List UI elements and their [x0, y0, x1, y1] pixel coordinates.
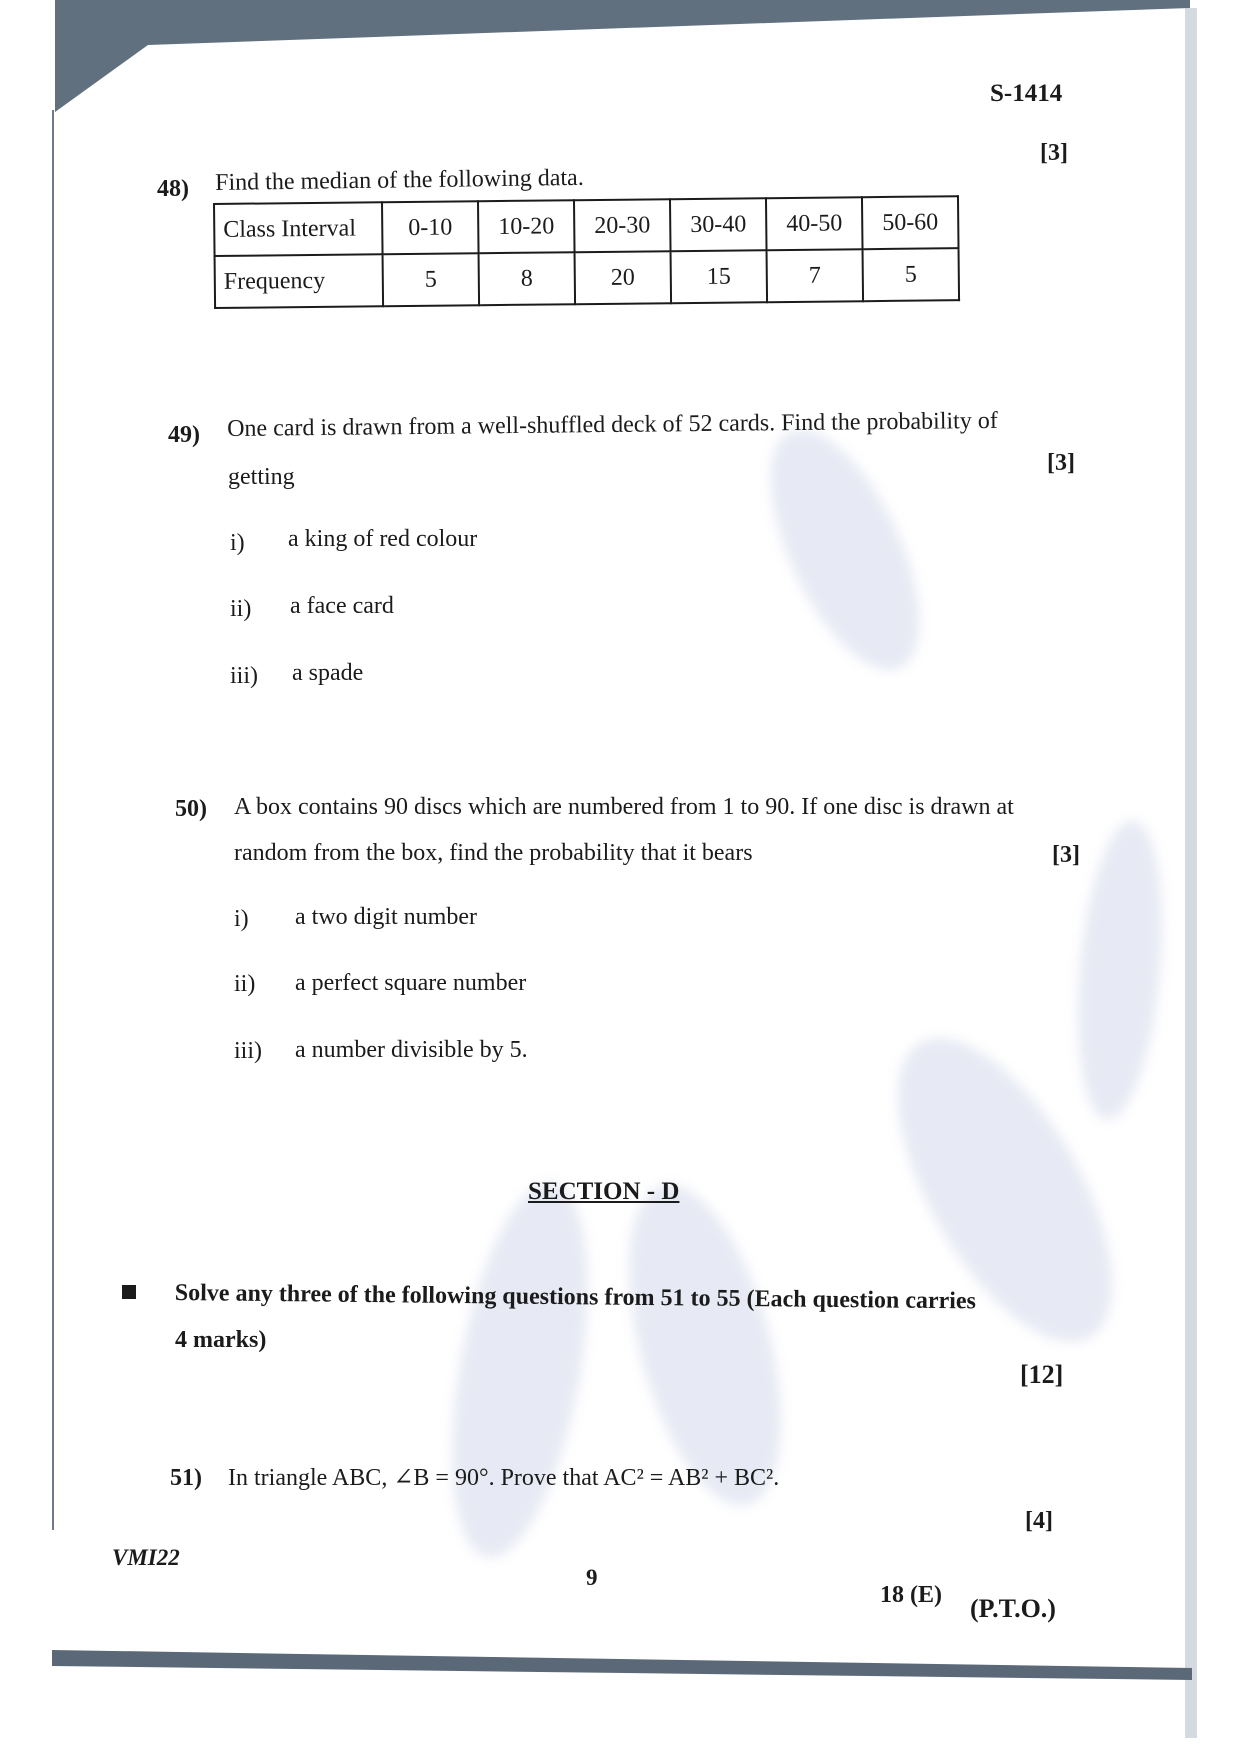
option-text: a face card — [290, 593, 394, 619]
marks-badge: [4] — [1025, 1508, 1053, 1534]
table-cell: 10-20 — [478, 200, 575, 253]
table-cell: 0-10 — [382, 201, 479, 254]
table-cell: 40-50 — [766, 197, 863, 250]
paper-code: S-1414 — [990, 80, 1063, 107]
option-text: a number divisible by 5. — [295, 1037, 528, 1063]
section-instruction: Solve any three of the following questions from 51 to 55 (Each question carries — [174, 1280, 977, 1315]
option-label: ii) — [230, 596, 252, 622]
question-number: 51) — [170, 1465, 202, 1491]
marks-badge: [3] — [1047, 450, 1075, 476]
table-cell: 5 — [383, 253, 480, 306]
option-label: ii) — [234, 971, 256, 997]
table-header-cell: Frequency — [215, 254, 384, 308]
table-row — [214, 196, 959, 256]
scan-stain — [1067, 817, 1173, 1123]
option-label: i) — [230, 530, 245, 556]
paper-language-code: 18 (E) — [880, 1582, 942, 1608]
marks-badge: [3] — [1052, 842, 1080, 868]
option-label: iii) — [234, 1038, 262, 1064]
table-cell: 50-60 — [862, 196, 959, 249]
option-label: iii) — [230, 663, 258, 689]
scan-edge-right — [1185, 8, 1197, 1738]
marks-badge: [3] — [1040, 140, 1068, 166]
scan-shadow-bottom — [52, 1650, 1192, 1680]
table-cell: 30-40 — [670, 198, 767, 251]
question-number: 50) — [175, 796, 207, 822]
option-label: i) — [234, 906, 249, 932]
table-cell: 7 — [767, 249, 864, 302]
question-text: random from the box, find the probability that it bears — [234, 840, 753, 866]
table-header-cell: Class Interval — [214, 202, 383, 256]
question-number: 48) — [157, 176, 189, 202]
question-number: 49) — [168, 422, 200, 448]
page-number: 9 — [586, 1565, 598, 1590]
section-instruction: 4 marks) — [175, 1327, 267, 1353]
bullet-square-icon — [122, 1285, 136, 1299]
table-row — [215, 248, 960, 308]
pto-label: (P.T.O.) — [970, 1594, 1056, 1623]
section-title: SECTION - D — [528, 1178, 680, 1205]
frequency-table — [213, 195, 960, 309]
scan-stain — [428, 1172, 612, 1567]
marks-badge: [12] — [1020, 1360, 1064, 1389]
question-text: In triangle ABC, ∠B = 90°. Prove that AC² = AB² + BC². — [228, 1465, 780, 1491]
table-cell: 20 — [575, 251, 672, 304]
option-text: a perfect square number — [295, 970, 527, 996]
scan-edge-left — [52, 110, 54, 1530]
table-cell: 15 — [671, 250, 768, 303]
scan-margin — [0, 0, 55, 1755]
table-cell: 20-30 — [574, 199, 671, 252]
table-cell: 8 — [479, 252, 576, 305]
table-cell: 5 — [863, 248, 960, 301]
scan-stain — [740, 409, 950, 691]
option-text: a two digit number — [295, 904, 477, 930]
option-text: a spade — [292, 660, 364, 686]
scan-shadow-top — [0, 0, 1242, 150]
option-text: a king of red colour — [288, 526, 478, 552]
question-text: One card is drawn from a well-shuffled deck of 52 cards. Find the probability of — [227, 407, 998, 442]
footer-code: VMI22 — [112, 1545, 180, 1570]
question-text: getting — [228, 464, 295, 490]
question-text: Find the median of the following data. — [215, 164, 584, 196]
question-text: A box contains 90 discs which are numbered from 1 to 90. If one disc is drawn at — [234, 794, 1014, 820]
